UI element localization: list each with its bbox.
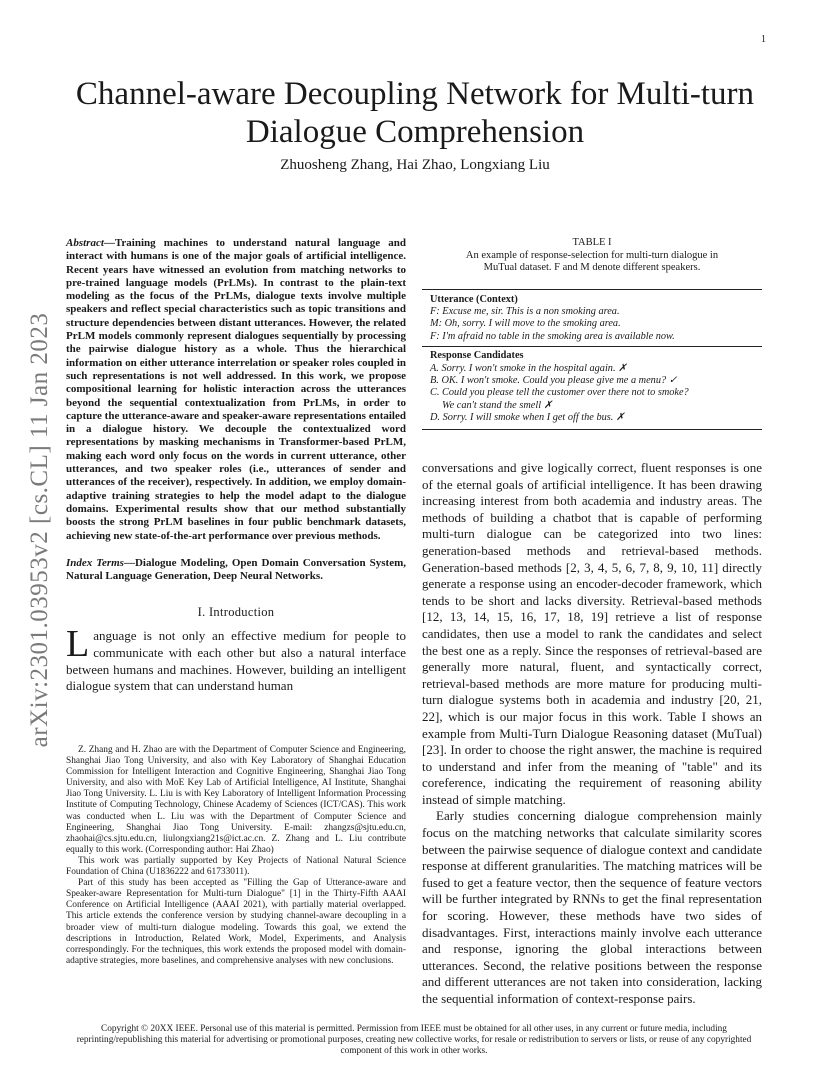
context-header: Utterance (Context): [430, 293, 518, 305]
candidate-line: C. Could you please tell the customer over there not to smoke?: [430, 387, 689, 399]
body-paragraph: conversations and give logically correct, fluent responses is one of the eternal goals of artificial intelligence. It has been drawing increasing interest from both academia and industry areas. The methods of building a chatbot that is capable of performing multi-turn dialogue can be categorized into two lines: generation-based methods and retrieval-based methods. Generation-based methods [2, 3, 4, 5, 6, 7, 8, 9, 10, 11] directly generate a response using an encoder-decoder framework, which tends to be short and lacks diversity. Retrieval-based methods [12, 13, 14, 15, 16, 17, 18, 19] retrieve a list of response candidates, then use a model to rank the candidates and select the best one as a reply. Since the responses of retrieval-based are generally more natural, fluent, and syntactically correct, retrieval-based methods are more mature for producing multi-turn dialogue systems both in academia and industry [20, 21, 22], which is our major focus in this work. Table I shows an example from Multi-Turn Dialogue Reasoning dataset (MuTual) [23]. In order to choose the right answer, the machine is required to understand and infer from the meaning of "table" and its coreference, indicating the requirement of reasoning ability instead of simple matching.: [422, 460, 762, 807]
table-caption-line1: An example of response-selection for multi-turn dialogue in: [465, 249, 719, 261]
candidate-line: We can't stand the smell ✗: [442, 399, 553, 411]
footnote-funding: This work was partially supported by Key Projects of National Natural Science Foundation of China (U1836222 and 61733011).: [66, 855, 406, 878]
body-paragraph: Early studies concerning dialogue comprehension mainly focus on the matching networks that calculate similarity scores between the pairwise sequence of dialogue context and candidate response at different granularities. The matching matrices will be fused to get a feature vector, then the sequence of feature vectors will be further integrated by RNNs to get the final representation for scoring. However, these methods have two sides of disadvantages. First, interactions mainly involve each utterance and response, ignoring the global interactions between utterances. Second, the relative positions between the response and different utterances are not taken into consideration, lacking the sequential information of context-response pairs.: [422, 808, 762, 1006]
arxiv-sidebar-stamp: [10, 300, 70, 760]
candidate-line: D. Sorry. I will smoke when I get off the bus. ✗: [430, 412, 625, 424]
intro-text: anguage is not only an effective medium for people to communicate with each other but also a natural interface between humans and machines. However, building an intelligent dialogue system that can understand human: [66, 628, 406, 694]
section-heading-introduction: I. Introduction: [197, 605, 275, 620]
index-terms: [66, 557, 406, 584]
table-block: [422, 237, 762, 430]
example-table: [422, 289, 762, 430]
footnotes: [66, 745, 406, 967]
table-caption-line2: MuTual dataset. F and M denote different speakers.: [483, 262, 701, 273]
abstract-label: Abstract: [66, 237, 104, 249]
paper-title: Channel-aware Decoupling Network for Multi-turn Dialogue Comprehension: [75, 76, 755, 150]
right-column-body: [422, 460, 762, 1008]
context-line: F: I'm afraid no table in the smoking area is available now.: [430, 330, 675, 342]
arxiv-id: arXiv:2301.03953v2 [cs.CL] 11 Jan 2023: [26, 312, 53, 748]
footnote-affiliations: Z. Zhang and H. Zhao are with the Department of Computer Science and Engineering, Shanghai Jiao Tong University, and also with Key Laboratory of Shanghai Education Commission for Intelligent Interaction and Cognitive Engineering, Shanghai Jiao Tong University, and also with MoE Key Lab of Artificial Intelligence, AI Institute, Shanghai Jiao Tong University. L. Liu is with Key Laboratory of Intelligent Information Processing Institute of Computing Technology, Chinese Academy of Sciences (ICT/CAS). This work was conducted when L. Liu was with the Department of Computer Science and Engineering, Shanghai Jiao Tong University. E-mail: zhangzs@sjtu.edu.cn, zhaohai@cs.sjtu.edu.cn, liulongxiang21s@ict.ac.cn. Z. Zhang and L. Liu contribute equally to this work. (Corresponding author: Hai Zhao): [66, 745, 406, 855]
candidate-line: B. OK. I won't smoke. Could you please give me a menu? ✓: [430, 374, 678, 386]
copyright-notice: Copyright © 20XX IEEE. Personal use of this material is permitted. Permission from IEEE must be obtained for all other uses, in any current or future media, including reprinting/republishing this material for advertising or promotional purposes, creating new collective works, for resale or redistribution to servers or lists, or reuse of any copyrighted component of this work in other works.: [76, 1024, 752, 1056]
candidate-line: A. Sorry. I won't smoke in the hospital again. ✗: [430, 362, 627, 374]
context-line: M: Oh, sorry. I will move to the smoking area.: [430, 318, 621, 330]
table-divider: [422, 346, 762, 347]
context-line: F: Excuse me, sir. This is a non smoking area.: [430, 305, 620, 317]
left-column: [66, 237, 406, 695]
index-terms-label: Index Terms: [66, 556, 124, 569]
drop-cap: L: [66, 623, 90, 666]
abstract: [66, 237, 406, 543]
index-terms-text: —Dialogue Modeling, Open Domain Conversation System, Natural Language Generation, Deep Neural Networks.: [66, 556, 406, 583]
page-number: 1: [761, 34, 766, 45]
table-label: TABLE I: [572, 237, 612, 248]
abstract-text: —Training machines to understand natural language and interact with humans is one of the major goals of artificial intelligence. Recent years have witnessed an evolution from matching networks to pre-trained language models (PrLMs). In contrast to the plain-text modeling as the focus of the PrLMs, dialogue texts involve multiple speakers and reflect special characteristics such as topic transitions and structure dependencies between distant utterances. However, the related PrLM models commonly represent dialogues sequentially by processing the pairwise dialogue history as a whole. Thus the hierarchical information on either utterance interrelation or speaker roles coupled in such representations is not well addressed. In this work, we propose compositional learning for holistic interaction across the utterances beyond the sequential contextualization from PrLMs, in order to capture the utterance-aware and speaker-aware representations entailed in a dialogue history. We decouple the contextualized word representations by masking mechanisms in Transformer-based PrLM, making each word only focus on the words in current utterance, other utterances, and two speaker roles (i.e., utterances of sender and utterances of the receiver), respectively. In addition, we employ domain-adaptive training strategies to help the model adapt to the dialogue domains. Experimental results show that our method substantially boosts the strong PrLM baselines in four public benchmark datasets, achieving new state-of-the-art performance over previous methods.: [66, 237, 406, 542]
authors: Zhuosheng Zhang, Hai Zhao, Longxiang Liu: [280, 157, 550, 173]
candidates-header: Response Candidates: [430, 350, 524, 362]
footnote-prior-version: Part of this study has been accepted as "Filling the Gap of Utterance-aware and Speaker-aware Representation for Multi-turn Dialogue" [1] in the Thirty-Fifth AAAI Conference on Artificial Intelligence (AAAI 2021), with partially material overlapped. This article extends the conference version by studying channel-aware decoupling in a broader view of multi-turn dialogue modeling. Towards this goal, we extend the descriptions in Introduction, Related Work, Model, Experiments, and Analysis correspondingly. For the techniques, this work extends the proposed model with domain-adaptive strategies, more baselines, and comprehensive analyses with new conclusions.: [66, 878, 406, 966]
intro-paragraph: [66, 623, 406, 694]
